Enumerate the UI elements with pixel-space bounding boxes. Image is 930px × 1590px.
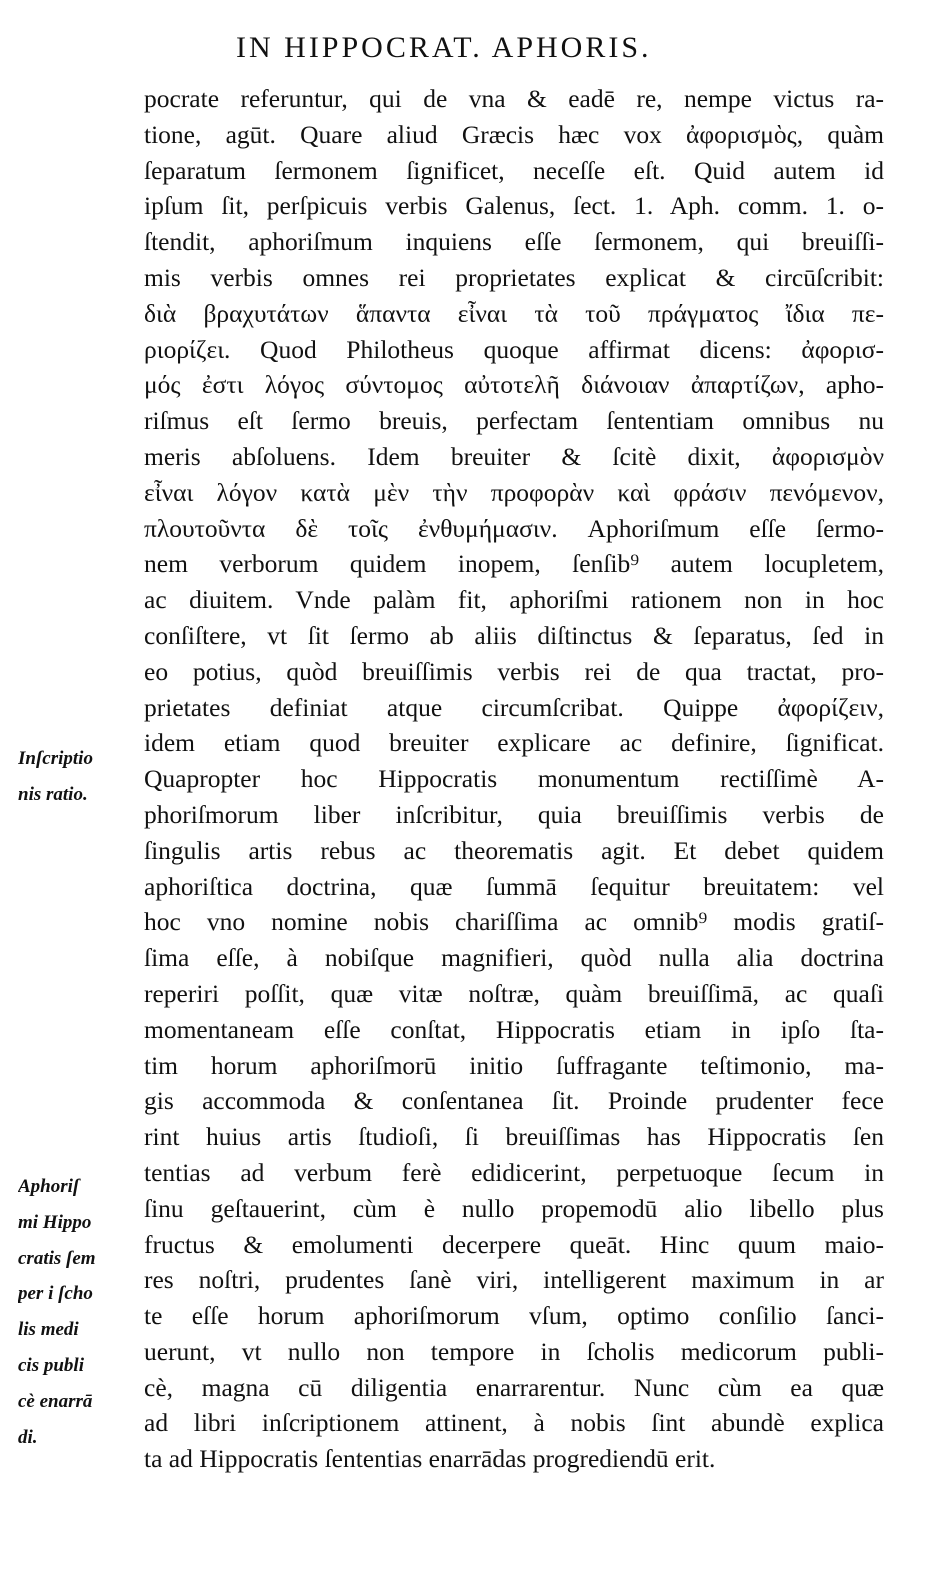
- margin-note-line: lis medi: [18, 1319, 79, 1341]
- margin-note-line: mi Hippo: [18, 1211, 92, 1233]
- text-line: res noſtri, prudentes ſanè viri, intelligerent maximum in ar: [144, 1265, 884, 1295]
- text-line: ſingulis artis rebus ac theorematis agit. Et debet quidem: [144, 835, 884, 865]
- text-line: nem verborum quidem inopem, ſenſib⁹ autem locupletem,: [144, 549, 884, 579]
- text-line: conſiſtere, vt ſit ſermo ab aliis diſtinctus & ſeparatus, ſed in: [144, 620, 884, 650]
- text-line: eo potius, quòd breuiſſimis verbis rei de qua tractat, pro-: [144, 656, 884, 686]
- margin-note-line: nis ratio.: [18, 783, 88, 805]
- margin-note-line: di.: [18, 1426, 38, 1448]
- text-line: idem etiam quod breuiter explicare ac definire, ſignificat.: [144, 728, 884, 758]
- text-line: hoc vno nomine nobis chariſſima ac omnib⁹ modis gratiſ-: [144, 907, 884, 937]
- running-head: IN HIPPOCRAT. APHORIS.: [236, 31, 652, 64]
- text-line: aphoriſtica doctrina, quæ ſummā ſequitur breuitatem: vel: [144, 871, 884, 901]
- text-line: gis accommoda & conſentanea ſit. Proinde prudenter fece: [144, 1086, 884, 1116]
- text-line: ac diuitem. Vnde palàm fit, aphoriſmi rationem non in hoc: [144, 585, 884, 615]
- margin-note-line: cè enarrā: [18, 1390, 93, 1412]
- text-line: riſmus eſt ſermo breuis, perfectam ſententiam omnibus nu: [144, 406, 884, 436]
- margin-note-line: cis publi: [18, 1354, 84, 1376]
- text-line: ta ad Hippocratis ſententias enarrādas progrediendū erit.: [144, 1444, 716, 1474]
- margin-note-inscriptio: [18, 741, 136, 813]
- text-line: momentaneam eſſe conſtat, Hippocratis etiam in ipſo ſta-: [144, 1014, 884, 1044]
- margin-note-line: Aphoriſ: [18, 1176, 80, 1197]
- margin-note-line: per i ſcho: [18, 1283, 93, 1305]
- text-line: tentias ad verbum ferè edidicerint, perpetuoque ſecum in: [144, 1157, 884, 1187]
- text-line: phoriſmorum liber inſcribitur, quia breuiſſimis verbis de: [144, 799, 884, 829]
- margin-note-line: Inſcriptio: [18, 748, 93, 769]
- text-line: ſtendit, aphoriſmum inquiens eſſe ſermonem, qui breuiſſi-: [144, 227, 884, 257]
- text-line: ſima eſſe, à nobiſque magnifieri, quòd nulla alia doctrina: [144, 943, 884, 973]
- text-line: fructus & emolumenti decerpere queāt. Hinc quum maio-: [144, 1229, 884, 1259]
- text-line: Quapropter hoc Hippocratis monumentum rectiſſimè A-: [144, 764, 884, 794]
- text-line: ad libri inſcriptionem attinent, à nobis ſint abundè explica: [144, 1408, 884, 1438]
- text-line: rint huius artis ſtudioſi, ſi breuiſſimas has Hippocratis ſen: [144, 1122, 884, 1152]
- text-line: ſeparatum ſermonem ſignificet, neceſſe eſt. Quid autem id: [144, 155, 884, 185]
- text-line: meris abſoluens. Idem breuiter & ſcitè dixit, ἀφορισμὸν: [144, 441, 884, 471]
- text-line: διὰ βραχυτάτων ἅπαντα εἶναι τὰ τοῦ πράγματος ἴδια πε-: [144, 298, 884, 328]
- text-line: reperiri poſſit, quæ vitæ noſtræ, quàm breuiſſimā, ac quaſi: [144, 978, 884, 1008]
- text-line: tim horum aphoriſmorū initio ſuffragante teſtimonio, ma-: [144, 1050, 884, 1080]
- text-line: εἶναι λόγον κατὰ μὲν τὴν προφορὰν καὶ φράσιν πενόμενον,: [144, 477, 884, 507]
- text-line: μός ἐστι λόγος σύντομος αὐτοτελῆ διάνοιαν ἀπαρτίζων, apho-: [144, 370, 884, 400]
- text-line: te eſſe horum aphoriſmorum vſum, optimo conſilio ſanci-: [144, 1301, 884, 1331]
- text-line: cè, magna cū diligentia enarrarentur. Nunc cùm ea quæ: [144, 1372, 884, 1402]
- text-line: prietates definiat atque circumſcribat. Quippe ἀφορίζειν,: [144, 692, 884, 722]
- text-line: ſinu geſtauerint, cùm è nullo propemodū alio libello plus: [144, 1193, 884, 1223]
- text-line: uerunt, vt nullo non tempore in ſcholis medicorum publi-: [144, 1336, 884, 1366]
- text-line: ipſum ſit, perſpicuis verbis Galenus, ſect. 1. Aph. comm. 1. o-: [144, 191, 884, 221]
- text-line: πλουτοῦντα δὲ τοῖς ἐνθυμήμασιν. Aphoriſmum eſſe ſermo-: [144, 513, 884, 543]
- margin-note-line: cratis ſem: [18, 1247, 96, 1269]
- text-line: pocrate referuntur, qui de vna & eadē re, nempe victus ra-: [144, 84, 884, 113]
- text-line: mis verbis omnes rei proprietates explicat & circūſcribit:: [144, 262, 884, 292]
- text-line: tione, agūt. Quare aliud Græcis hæc vox ἀφορισμὸς, quàm: [144, 119, 884, 149]
- body-text: [144, 81, 884, 1477]
- text-line: ριορίζει. Quod Philotheus quoque affirmat dicens: ἀφορισ-: [144, 334, 884, 364]
- margin-note-aphorismi: [18, 1169, 136, 1455]
